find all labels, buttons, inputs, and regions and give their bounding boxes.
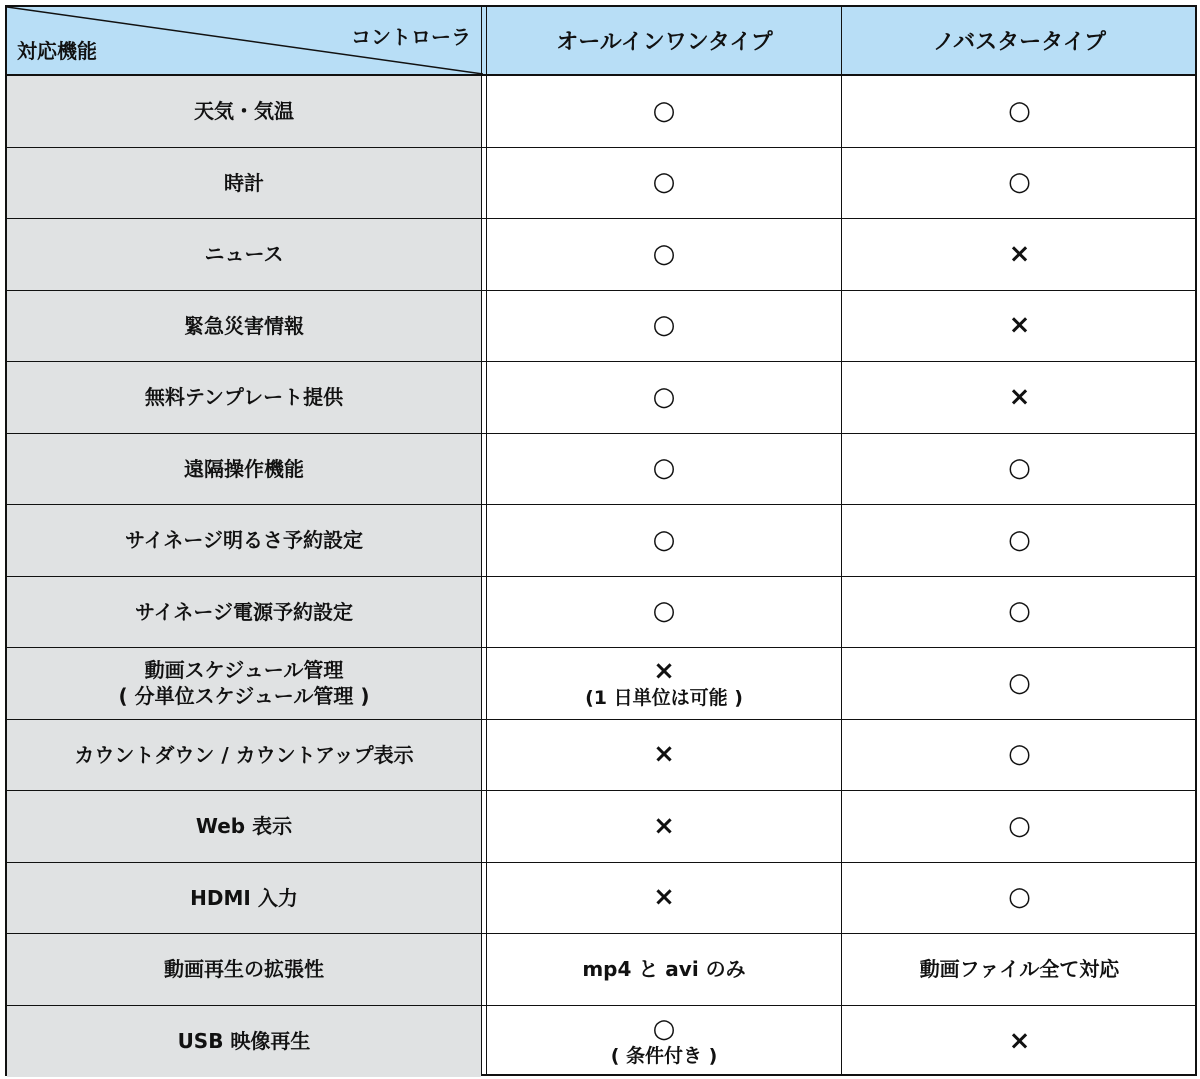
- cell-text: ( 条件付き ): [610, 1045, 718, 1068]
- nobaster-cell: [842, 863, 1197, 934]
- supported-mark: ○: [1008, 95, 1031, 126]
- column-header-nobaster: ノバスタータイプ: [932, 30, 1107, 55]
- feature-cell: [7, 720, 481, 791]
- unsupported-mark: ×: [653, 810, 675, 841]
- table-row: [7, 219, 1195, 291]
- supported-mark: ○: [652, 596, 676, 627]
- supported-mark: ○: [652, 1014, 676, 1045]
- all-in-one-cell: [487, 505, 841, 576]
- supported-mark: ○: [652, 167, 676, 198]
- nobaster-cell: [842, 648, 1197, 719]
- supported-mark: ○: [652, 453, 676, 484]
- table-row: [7, 934, 1195, 1006]
- feature-cell: [7, 291, 481, 362]
- table-row: [7, 76, 1195, 148]
- nobaster-cell: [842, 148, 1197, 219]
- feature-label: カウントダウン / カウントアップ表示: [74, 742, 414, 767]
- all-in-one-cell: [487, 362, 841, 433]
- all-in-one-cell: [487, 291, 841, 362]
- feature-cell: [7, 505, 481, 576]
- feature-cell: [7, 434, 481, 505]
- feature-cell: [7, 362, 481, 433]
- supported-mark: ○: [652, 238, 676, 269]
- comparison-table: [5, 5, 1197, 1076]
- column-divider: [841, 7, 842, 1074]
- table-row: [7, 720, 1195, 792]
- all-in-one-cell: [487, 720, 841, 791]
- supported-mark: ○: [1008, 453, 1031, 484]
- unsupported-mark: ×: [653, 882, 675, 913]
- corner-header-cell: [7, 7, 483, 74]
- feature-cell: [7, 934, 481, 1005]
- cell-text: (1 日単位は可能 ): [585, 687, 743, 710]
- feature-label: USB 映像再生: [177, 1029, 311, 1054]
- supported-mark: ○: [1008, 167, 1031, 198]
- supported-mark: ○: [1008, 524, 1031, 555]
- feature-cell: [7, 219, 481, 290]
- feature-label: 無料テンプレート提供: [144, 385, 344, 410]
- column-header-all-in-one: オールインワンタイプ: [556, 30, 773, 55]
- supported-mark: ○: [1008, 667, 1031, 698]
- feature-cell: [7, 648, 481, 719]
- all-in-one-cell: [487, 148, 841, 219]
- feature-cell: [7, 791, 481, 862]
- nobaster-cell: [842, 577, 1197, 648]
- unsupported-mark: ×: [653, 656, 675, 687]
- all-in-one-cell: [487, 648, 841, 719]
- feature-cell: [7, 148, 481, 219]
- all-in-one-cell: [487, 76, 841, 147]
- table-row: [7, 863, 1195, 935]
- nobaster-cell: [842, 791, 1197, 862]
- feature-cell: [7, 1006, 481, 1078]
- column-divider-double: [481, 7, 487, 1074]
- nobaster-cell: [842, 219, 1197, 290]
- supported-mark: ○: [652, 524, 676, 555]
- nobaster-cell: [842, 434, 1197, 505]
- cell-text: 動画ファイル全て対応: [919, 957, 1120, 982]
- feature-cell: [7, 577, 481, 648]
- table-header: [7, 7, 1195, 76]
- feature-label: 天気・気温: [194, 99, 294, 124]
- controller-header-label: コントローラ: [351, 25, 471, 49]
- feature-label: HDMI 入力: [190, 885, 298, 910]
- table-row: [7, 648, 1195, 720]
- table-row: [7, 791, 1195, 863]
- all-in-one-cell: [487, 434, 841, 505]
- table-row: [7, 505, 1195, 577]
- feature-label: 緊急災害情報: [184, 313, 304, 338]
- table-row: [7, 577, 1195, 649]
- unsupported-mark: ×: [1008, 1025, 1031, 1056]
- supported-mark: ○: [652, 381, 676, 412]
- table-row: [7, 434, 1195, 506]
- supported-mark: ○: [1008, 596, 1031, 627]
- feature-label: 時計: [224, 170, 264, 195]
- nobaster-cell: [842, 1006, 1197, 1078]
- all-in-one-cell: [487, 219, 841, 290]
- feature-label: 遠隔操作機能: [184, 456, 304, 481]
- nobaster-cell: [842, 362, 1197, 433]
- unsupported-mark: ×: [1008, 238, 1031, 269]
- feature-label: サイネージ明るさ予約設定: [125, 528, 363, 553]
- all-in-one-cell: [487, 791, 841, 862]
- nobaster-cell: [842, 934, 1197, 1005]
- feature-label: 動画再生の拡張性: [164, 957, 324, 982]
- table-row: [7, 148, 1195, 220]
- supported-mark: ○: [1008, 810, 1031, 841]
- unsupported-mark: ×: [1008, 381, 1031, 412]
- nobaster-cell: [842, 76, 1197, 147]
- table-row: [7, 362, 1195, 434]
- feature-label: サイネージ電源予約設定: [135, 599, 353, 624]
- table-body: [7, 76, 1195, 1074]
- supported-mark: ○: [652, 310, 676, 341]
- supported-mark: ○: [652, 95, 676, 126]
- all-in-one-cell: [487, 934, 841, 1005]
- unsupported-mark: ×: [653, 739, 675, 770]
- feature-cell: [7, 76, 481, 147]
- all-in-one-cell: [487, 1006, 841, 1078]
- feature-label: ニュース: [204, 242, 284, 267]
- feature-label: Web 表示: [195, 814, 293, 839]
- cell-text: mp4 と avi のみ: [582, 957, 746, 982]
- unsupported-mark: ×: [1008, 310, 1031, 341]
- feature-label: 動画スケジュール管理: [144, 658, 344, 683]
- all-in-one-cell: [487, 863, 841, 934]
- feature-header-label: 対応機能: [17, 39, 97, 63]
- nobaster-cell: [842, 505, 1197, 576]
- table-row: [7, 1006, 1195, 1078]
- supported-mark: ○: [1008, 739, 1031, 770]
- feature-label: ( 分単位スケジュール管理 ): [118, 684, 370, 709]
- supported-mark: ○: [1008, 882, 1031, 913]
- nobaster-cell: [842, 291, 1197, 362]
- nobaster-cell: [842, 720, 1197, 791]
- feature-cell: [7, 863, 481, 934]
- all-in-one-cell: [487, 577, 841, 648]
- table-row: [7, 291, 1195, 363]
